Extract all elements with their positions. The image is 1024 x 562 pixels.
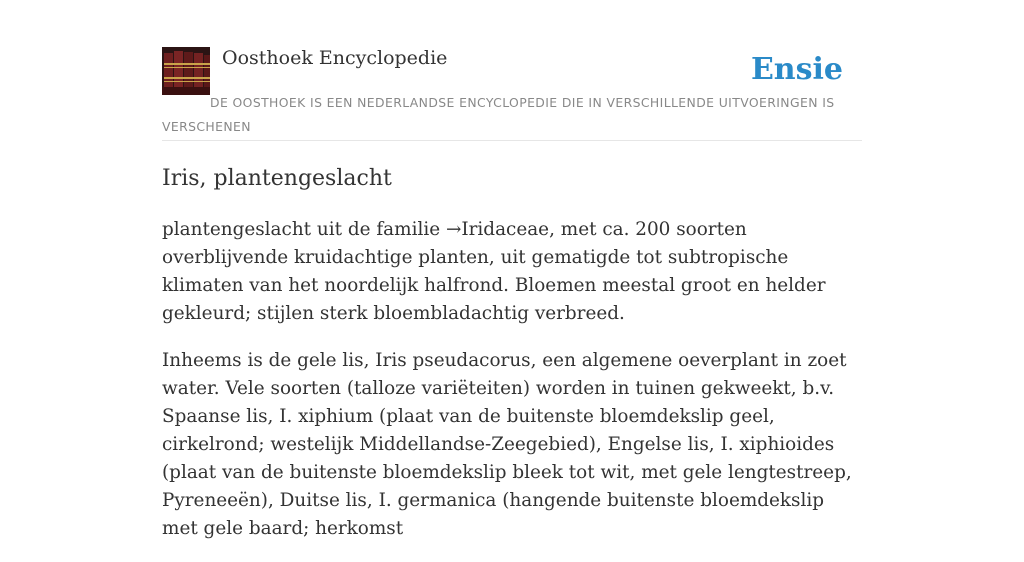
source-avatar[interactable] bbox=[162, 47, 210, 95]
article-paragraph: plantengeslacht uit de familie →Iridaceae, met ca. 200 soorten overblijvende kruidachtige planten, uit gematigde tot subtropische klimaten van het noordelijk halfrond. Bloemen meestal groot en helder gekleurd; stijlen sterk bloembladachtig verbreed. bbox=[162, 219, 826, 324]
book-spines-icon bbox=[162, 47, 210, 95]
article-title: Iris, plantengeslacht bbox=[162, 166, 392, 191]
source-description: DE OOSTHOEK IS EEN NEDERLANDSE ENCYCLOPEDIE DIE IN VERSCHILLENDE UITVOERINGEN IS VERSCHENEN bbox=[162, 95, 835, 134]
source-header bbox=[162, 46, 862, 141]
article-body bbox=[162, 216, 862, 562]
brand-logo[interactable]: Ensie bbox=[750, 52, 843, 87]
source-title[interactable]: Oosthoek Encyclopedie bbox=[222, 47, 448, 69]
article-paragraph: Inheems is de gele lis, Iris pseudacorus, een algemene oeverplant in zoet water. Vele soorten (talloze variëteiten) worden in tuinen gekweekt, b.v. Spaanse lis, I. xiphium (plaat van de buitenste bloemdekslip geel, cirkelrond; westelijk Middellandse-Zeegebied), Engelse lis, I. xiphioides (plaat van de buitenste bloemdekslip bleek tot wit, met gele lengtestreep, Pyreneeën), Duitse lis, I. germanica (hangende buitenste bloemdekslip met gele baard; herkomst bbox=[162, 350, 852, 539]
